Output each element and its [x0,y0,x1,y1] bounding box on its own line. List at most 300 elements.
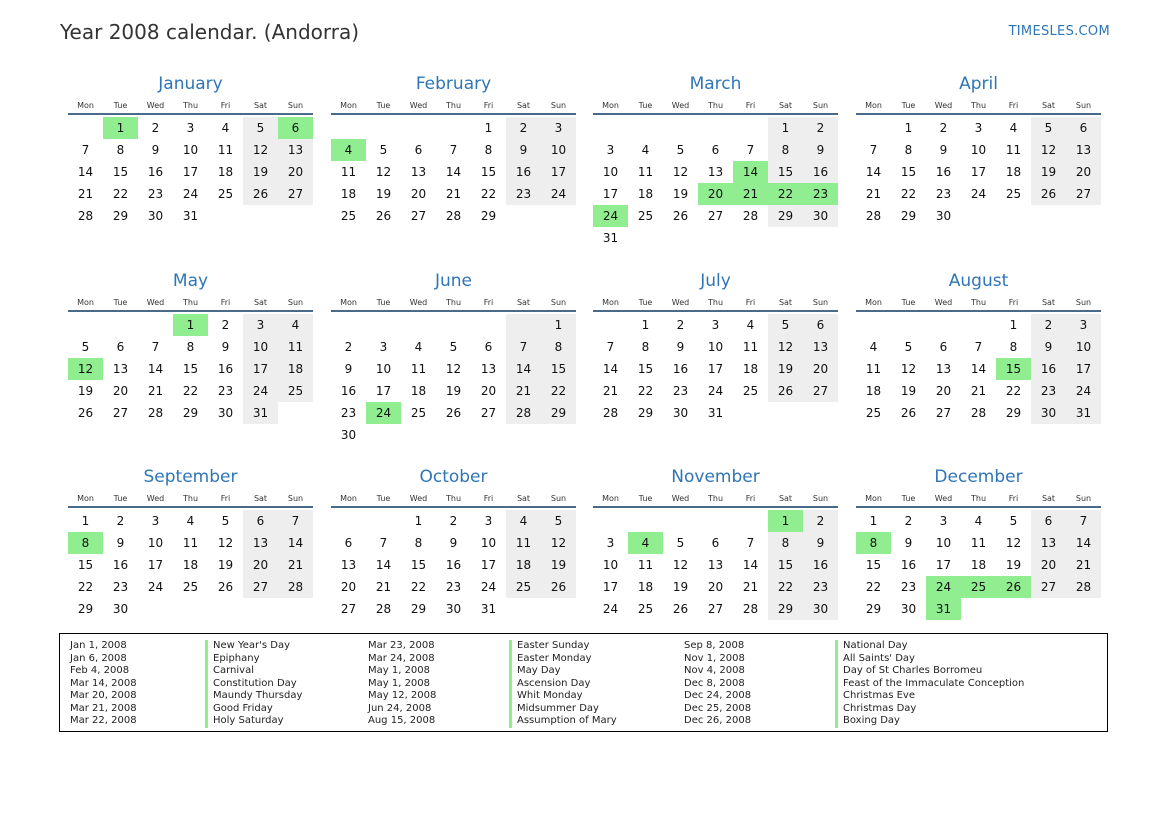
day-cell[interactable]: 17 [935,558,952,572]
day-cell[interactable]: 6 [1066,117,1101,139]
day-cell[interactable]: 31 [707,406,724,420]
day-cell[interactable]: 10 [970,143,987,157]
day-cell[interactable]: 28 [147,406,164,420]
day-cell[interactable]: 13 [707,558,724,572]
day-cell[interactable]: 29 [541,402,576,424]
day-cell[interactable]: 21 [77,187,94,201]
day-cell[interactable]: 19 [672,580,689,594]
day-cell[interactable]: 28 [506,402,541,424]
day-cell[interactable]: 19 [541,554,576,576]
day-cell[interactable]: 27 [707,209,724,223]
day-cell[interactable]: 2 [676,318,685,332]
day-cell[interactable]: 26 [375,209,392,223]
day-cell[interactable]: 4 [221,121,230,135]
day-cell[interactable]: 25 [217,187,234,201]
day-cell[interactable]: 3 [541,117,576,139]
day-cell[interactable]: 10 [182,143,199,157]
day-cell[interactable]: 21 [506,380,541,402]
day-cell[interactable]: 18 [217,165,234,179]
day-cell[interactable]: 22 [900,187,917,201]
day-cell[interactable]: 21 [147,384,164,398]
day-cell[interactable]: 8 [484,143,493,157]
day-cell[interactable]: 7 [606,340,615,354]
day-cell[interactable]: 3 [484,514,493,528]
day-cell[interactable]: 27 [1066,183,1101,205]
day-cell[interactable]: 18 [970,558,987,572]
day-cell[interactable]: 21 [602,384,619,398]
day-cell[interactable]: 10 [602,165,619,179]
day-cell[interactable]: 20 [278,161,313,183]
holiday-day-cell[interactable]: 1 [768,510,803,532]
day-cell[interactable]: 26 [541,576,576,598]
day-cell[interactable]: 14 [602,362,619,376]
day-cell[interactable]: 12 [672,558,689,572]
day-cell[interactable]: 13 [278,139,313,161]
day-cell[interactable]: 5 [221,514,230,528]
holiday-day-cell[interactable]: 24 [366,402,401,424]
day-cell[interactable]: 2 [803,510,838,532]
day-cell[interactable]: 2 [221,318,230,332]
day-cell[interactable]: 4 [186,514,195,528]
day-cell[interactable]: 31 [243,402,278,424]
day-cell[interactable]: 16 [147,165,164,179]
day-cell[interactable]: 6 [344,536,353,550]
day-cell[interactable]: 23 [900,580,917,594]
day-cell[interactable]: 25 [410,406,427,420]
day-cell[interactable]: 8 [641,340,650,354]
day-cell[interactable]: 20 [243,554,278,576]
day-cell[interactable]: 30 [340,428,357,442]
holiday-day-cell[interactable]: 4 [331,139,366,161]
day-cell[interactable]: 13 [935,362,952,376]
day-cell[interactable]: 1 [541,314,576,336]
day-cell[interactable]: 8 [1009,340,1018,354]
day-cell[interactable]: 11 [637,165,654,179]
day-cell[interactable]: 27 [1031,576,1066,598]
day-cell[interactable]: 31 [1066,402,1101,424]
day-cell[interactable]: 9 [449,536,458,550]
day-cell[interactable]: 15 [637,362,654,376]
day-cell[interactable]: 28 [602,406,619,420]
day-cell[interactable]: 11 [410,362,427,376]
day-cell[interactable]: 16 [445,558,462,572]
day-cell[interactable]: 18 [506,554,541,576]
day-cell[interactable]: 18 [742,362,759,376]
day-cell[interactable]: 16 [340,384,357,398]
day-cell[interactable]: 11 [340,165,357,179]
day-cell[interactable]: 19 [445,384,462,398]
day-cell[interactable]: 15 [77,558,94,572]
day-cell[interactable]: 29 [182,406,199,420]
day-cell[interactable]: 24 [243,380,278,402]
day-cell[interactable]: 20 [935,384,952,398]
day-cell[interactable]: 12 [217,536,234,550]
day-cell[interactable]: 17 [147,558,164,572]
day-cell[interactable]: 7 [81,143,90,157]
day-cell[interactable]: 24 [970,187,987,201]
day-cell[interactable]: 4 [506,510,541,532]
day-cell[interactable]: 22 [480,187,497,201]
day-cell[interactable]: 13 [1031,532,1066,554]
day-cell[interactable]: 11 [506,532,541,554]
day-cell[interactable]: 9 [344,362,353,376]
day-cell[interactable]: 20 [1066,161,1101,183]
day-cell[interactable]: 22 [768,576,803,598]
day-cell[interactable]: 12 [375,165,392,179]
day-cell[interactable]: 9 [803,139,838,161]
day-cell[interactable]: 2 [506,117,541,139]
day-cell[interactable]: 30 [803,598,838,620]
day-cell[interactable]: 11 [637,558,654,572]
day-cell[interactable]: 28 [970,406,987,420]
holiday-day-cell[interactable]: 1 [103,117,138,139]
day-cell[interactable]: 7 [506,336,541,358]
day-cell[interactable]: 4 [869,340,878,354]
day-cell[interactable]: 30 [935,209,952,223]
day-cell[interactable]: 28 [278,576,313,598]
day-cell[interactable]: 26 [768,380,803,402]
day-cell[interactable]: 31 [182,209,199,223]
day-cell[interactable]: 5 [768,314,803,336]
day-cell[interactable]: 10 [147,536,164,550]
day-cell[interactable]: 29 [410,602,427,616]
day-cell[interactable]: 7 [869,143,878,157]
day-cell[interactable]: 3 [974,121,983,135]
day-cell[interactable]: 16 [935,165,952,179]
day-cell[interactable]: 12 [1005,536,1022,550]
day-cell[interactable]: 14 [506,358,541,380]
holiday-day-cell[interactable]: 23 [803,183,838,205]
day-cell[interactable]: 29 [637,406,654,420]
holiday-day-cell[interactable]: 21 [733,183,768,205]
day-cell[interactable]: 26 [672,209,689,223]
day-cell[interactable]: 12 [1031,139,1066,161]
day-cell[interactable]: 19 [1005,558,1022,572]
day-cell[interactable]: 5 [1009,514,1018,528]
day-cell[interactable]: 6 [803,314,838,336]
day-cell[interactable]: 17 [375,384,392,398]
day-cell[interactable]: 20 [410,187,427,201]
day-cell[interactable]: 9 [151,143,160,157]
day-cell[interactable]: 28 [865,209,882,223]
holiday-day-cell[interactable]: 31 [926,598,961,620]
holiday-day-cell[interactable]: 24 [926,576,961,598]
day-cell[interactable]: 11 [182,536,199,550]
day-cell[interactable]: 27 [803,380,838,402]
day-cell[interactable]: 16 [506,161,541,183]
day-cell[interactable]: 1 [869,514,878,528]
day-cell[interactable]: 3 [151,514,160,528]
day-cell[interactable]: 10 [602,558,619,572]
day-cell[interactable]: 28 [742,602,759,616]
day-cell[interactable]: 25 [865,406,882,420]
day-cell[interactable]: 14 [147,362,164,376]
day-cell[interactable]: 5 [1031,117,1066,139]
day-cell[interactable]: 26 [900,406,917,420]
day-cell[interactable]: 1 [484,121,493,135]
day-cell[interactable]: 15 [112,165,129,179]
day-cell[interactable]: 22 [541,380,576,402]
day-cell[interactable]: 4 [746,318,755,332]
day-cell[interactable]: 19 [672,187,689,201]
day-cell[interactable]: 7 [746,536,755,550]
day-cell[interactable]: 24 [1066,380,1101,402]
day-cell[interactable]: 5 [676,536,685,550]
day-cell[interactable]: 18 [637,187,654,201]
day-cell[interactable]: 7 [151,340,160,354]
day-cell[interactable]: 10 [375,362,392,376]
day-cell[interactable]: 19 [217,558,234,572]
day-cell[interactable]: 28 [1066,576,1101,598]
day-cell[interactable]: 6 [711,536,720,550]
day-cell[interactable]: 6 [243,510,278,532]
day-cell[interactable]: 25 [506,576,541,598]
day-cell[interactable]: 2 [1031,314,1066,336]
day-cell[interactable]: 9 [676,340,685,354]
day-cell[interactable]: 16 [803,161,838,183]
day-cell[interactable]: 5 [541,510,576,532]
day-cell[interactable]: 6 [939,340,948,354]
day-cell[interactable]: 9 [904,536,913,550]
day-cell[interactable]: 11 [865,362,882,376]
day-cell[interactable]: 27 [410,209,427,223]
day-cell[interactable]: 16 [217,362,234,376]
day-cell[interactable]: 13 [707,165,724,179]
day-cell[interactable]: 1 [641,318,650,332]
holiday-day-cell[interactable]: 22 [768,183,803,205]
day-cell[interactable]: 20 [112,384,129,398]
day-cell[interactable]: 30 [217,406,234,420]
day-cell[interactable]: 15 [410,558,427,572]
day-cell[interactable]: 15 [541,358,576,380]
day-cell[interactable]: 14 [77,165,94,179]
day-cell[interactable]: 9 [1031,336,1066,358]
day-cell[interactable]: 15 [865,558,882,572]
day-cell[interactable]: 10 [935,536,952,550]
day-cell[interactable]: 25 [278,380,313,402]
day-cell[interactable]: 14 [1066,532,1101,554]
day-cell[interactable]: 22 [1005,384,1022,398]
day-cell[interactable]: 14 [865,165,882,179]
day-cell[interactable]: 19 [77,384,94,398]
day-cell[interactable]: 11 [217,143,234,157]
holiday-day-cell[interactable]: 12 [68,358,103,380]
day-cell[interactable]: 13 [410,165,427,179]
day-cell[interactable]: 13 [243,532,278,554]
day-cell[interactable]: 8 [768,139,803,161]
day-cell[interactable]: 16 [803,554,838,576]
day-cell[interactable]: 27 [278,183,313,205]
day-cell[interactable]: 28 [77,209,94,223]
day-cell[interactable]: 18 [637,580,654,594]
day-cell[interactable]: 21 [865,187,882,201]
holiday-day-cell[interactable]: 15 [996,358,1031,380]
day-cell[interactable]: 30 [1031,402,1066,424]
day-cell[interactable]: 7 [1066,510,1101,532]
day-cell[interactable]: 25 [742,384,759,398]
day-cell[interactable]: 29 [1005,406,1022,420]
day-cell[interactable]: 8 [186,340,195,354]
day-cell[interactable]: 3 [243,314,278,336]
day-cell[interactable]: 12 [900,362,917,376]
day-cell[interactable]: 13 [340,558,357,572]
day-cell[interactable]: 28 [375,602,392,616]
day-cell[interactable]: 28 [445,209,462,223]
day-cell[interactable]: 30 [900,602,917,616]
day-cell[interactable]: 17 [602,580,619,594]
day-cell[interactable]: 13 [803,336,838,358]
day-cell[interactable]: 14 [970,362,987,376]
day-cell[interactable]: 29 [768,598,803,620]
day-cell[interactable]: 21 [742,580,759,594]
day-cell[interactable]: 5 [676,143,685,157]
day-cell[interactable]: 29 [77,602,94,616]
day-cell[interactable]: 17 [182,165,199,179]
day-cell[interactable]: 18 [410,384,427,398]
day-cell[interactable]: 21 [445,187,462,201]
day-cell[interactable]: 9 [506,139,541,161]
day-cell[interactable]: 2 [344,340,353,354]
day-cell[interactable]: 2 [151,121,160,135]
day-cell[interactable]: 9 [116,536,125,550]
day-cell[interactable]: 6 [711,143,720,157]
holiday-day-cell[interactable]: 4 [628,532,663,554]
holiday-day-cell[interactable]: 26 [996,576,1031,598]
day-cell[interactable]: 24 [602,602,619,616]
brand-logo-text[interactable]: TIMESLES.COM [1008,24,1110,39]
day-cell[interactable]: 11 [970,536,987,550]
day-cell[interactable]: 21 [278,554,313,576]
day-cell[interactable]: 17 [541,161,576,183]
day-cell[interactable]: 22 [410,580,427,594]
day-cell[interactable]: 7 [449,143,458,157]
day-cell[interactable]: 23 [935,187,952,201]
holiday-day-cell[interactable]: 24 [593,205,628,227]
day-cell[interactable]: 23 [112,580,129,594]
day-cell[interactable]: 23 [506,183,541,205]
day-cell[interactable]: 13 [480,362,497,376]
day-cell[interactable]: 15 [768,554,803,576]
day-cell[interactable]: 2 [904,514,913,528]
day-cell[interactable]: 2 [449,514,458,528]
day-cell[interactable]: 4 [278,314,313,336]
day-cell[interactable]: 17 [480,558,497,572]
day-cell[interactable]: 2 [116,514,125,528]
day-cell[interactable]: 5 [449,340,458,354]
day-cell[interactable]: 25 [340,209,357,223]
day-cell[interactable]: 19 [900,384,917,398]
day-cell[interactable]: 31 [602,231,619,245]
day-cell[interactable]: 22 [112,187,129,201]
day-cell[interactable]: 31 [480,602,497,616]
day-cell[interactable]: 24 [707,384,724,398]
day-cell[interactable]: 30 [147,209,164,223]
day-cell[interactable]: 13 [1066,139,1101,161]
day-cell[interactable]: 6 [414,143,423,157]
day-cell[interactable]: 16 [900,558,917,572]
day-cell[interactable]: 6 [116,340,125,354]
day-cell[interactable]: 16 [1031,358,1066,380]
day-cell[interactable]: 26 [672,602,689,616]
day-cell[interactable]: 29 [900,209,917,223]
day-cell[interactable]: 9 [939,143,948,157]
day-cell[interactable]: 12 [768,336,803,358]
day-cell[interactable]: 21 [970,384,987,398]
day-cell[interactable]: 27 [935,406,952,420]
day-cell[interactable]: 8 [414,536,423,550]
day-cell[interactable]: 6 [484,340,493,354]
day-cell[interactable]: 30 [445,602,462,616]
day-cell[interactable]: 27 [340,602,357,616]
day-cell[interactable]: 12 [243,139,278,161]
day-cell[interactable]: 1 [414,514,423,528]
day-cell[interactable]: 11 [1005,143,1022,157]
day-cell[interactable]: 29 [865,602,882,616]
day-cell[interactable]: 19 [243,161,278,183]
day-cell[interactable]: 23 [217,384,234,398]
day-cell[interactable]: 5 [379,143,388,157]
day-cell[interactable]: 18 [340,187,357,201]
day-cell[interactable]: 14 [375,558,392,572]
day-cell[interactable]: 7 [746,143,755,157]
day-cell[interactable]: 24 [182,187,199,201]
day-cell[interactable]: 12 [672,165,689,179]
holiday-day-cell[interactable]: 20 [698,183,733,205]
day-cell[interactable]: 16 [112,558,129,572]
day-cell[interactable]: 2 [939,121,948,135]
day-cell[interactable]: 23 [340,406,357,420]
day-cell[interactable]: 23 [803,576,838,598]
day-cell[interactable]: 15 [480,165,497,179]
holiday-day-cell[interactable]: 8 [68,532,103,554]
day-cell[interactable]: 30 [803,205,838,227]
day-cell[interactable]: 3 [379,340,388,354]
day-cell[interactable]: 8 [768,532,803,554]
day-cell[interactable]: 23 [147,187,164,201]
day-cell[interactable]: 8 [116,143,125,157]
day-cell[interactable]: 20 [1031,554,1066,576]
day-cell[interactable]: 3 [1066,314,1101,336]
day-cell[interactable]: 19 [768,358,803,380]
day-cell[interactable]: 15 [182,362,199,376]
day-cell[interactable]: 27 [480,406,497,420]
day-cell[interactable]: 23 [445,580,462,594]
day-cell[interactable]: 9 [221,340,230,354]
day-cell[interactable]: 26 [217,580,234,594]
holiday-day-cell[interactable]: 14 [733,161,768,183]
day-cell[interactable]: 12 [445,362,462,376]
day-cell[interactable]: 18 [1005,165,1022,179]
day-cell[interactable]: 26 [445,406,462,420]
day-cell[interactable]: 4 [641,143,650,157]
day-cell[interactable]: 5 [904,340,913,354]
day-cell[interactable]: 4 [1009,121,1018,135]
day-cell[interactable]: 14 [742,558,759,572]
day-cell[interactable]: 12 [541,532,576,554]
day-cell[interactable]: 8 [904,143,913,157]
day-cell[interactable]: 3 [939,514,948,528]
day-cell[interactable]: 10 [541,139,576,161]
day-cell[interactable]: 1 [768,117,803,139]
day-cell[interactable]: 27 [243,576,278,598]
day-cell[interactable]: 7 [379,536,388,550]
day-cell[interactable]: 1 [1009,318,1018,332]
day-cell[interactable]: 5 [81,340,90,354]
day-cell[interactable]: 3 [606,143,615,157]
day-cell[interactable]: 20 [803,358,838,380]
holiday-day-cell[interactable]: 6 [278,117,313,139]
day-cell[interactable]: 11 [278,336,313,358]
